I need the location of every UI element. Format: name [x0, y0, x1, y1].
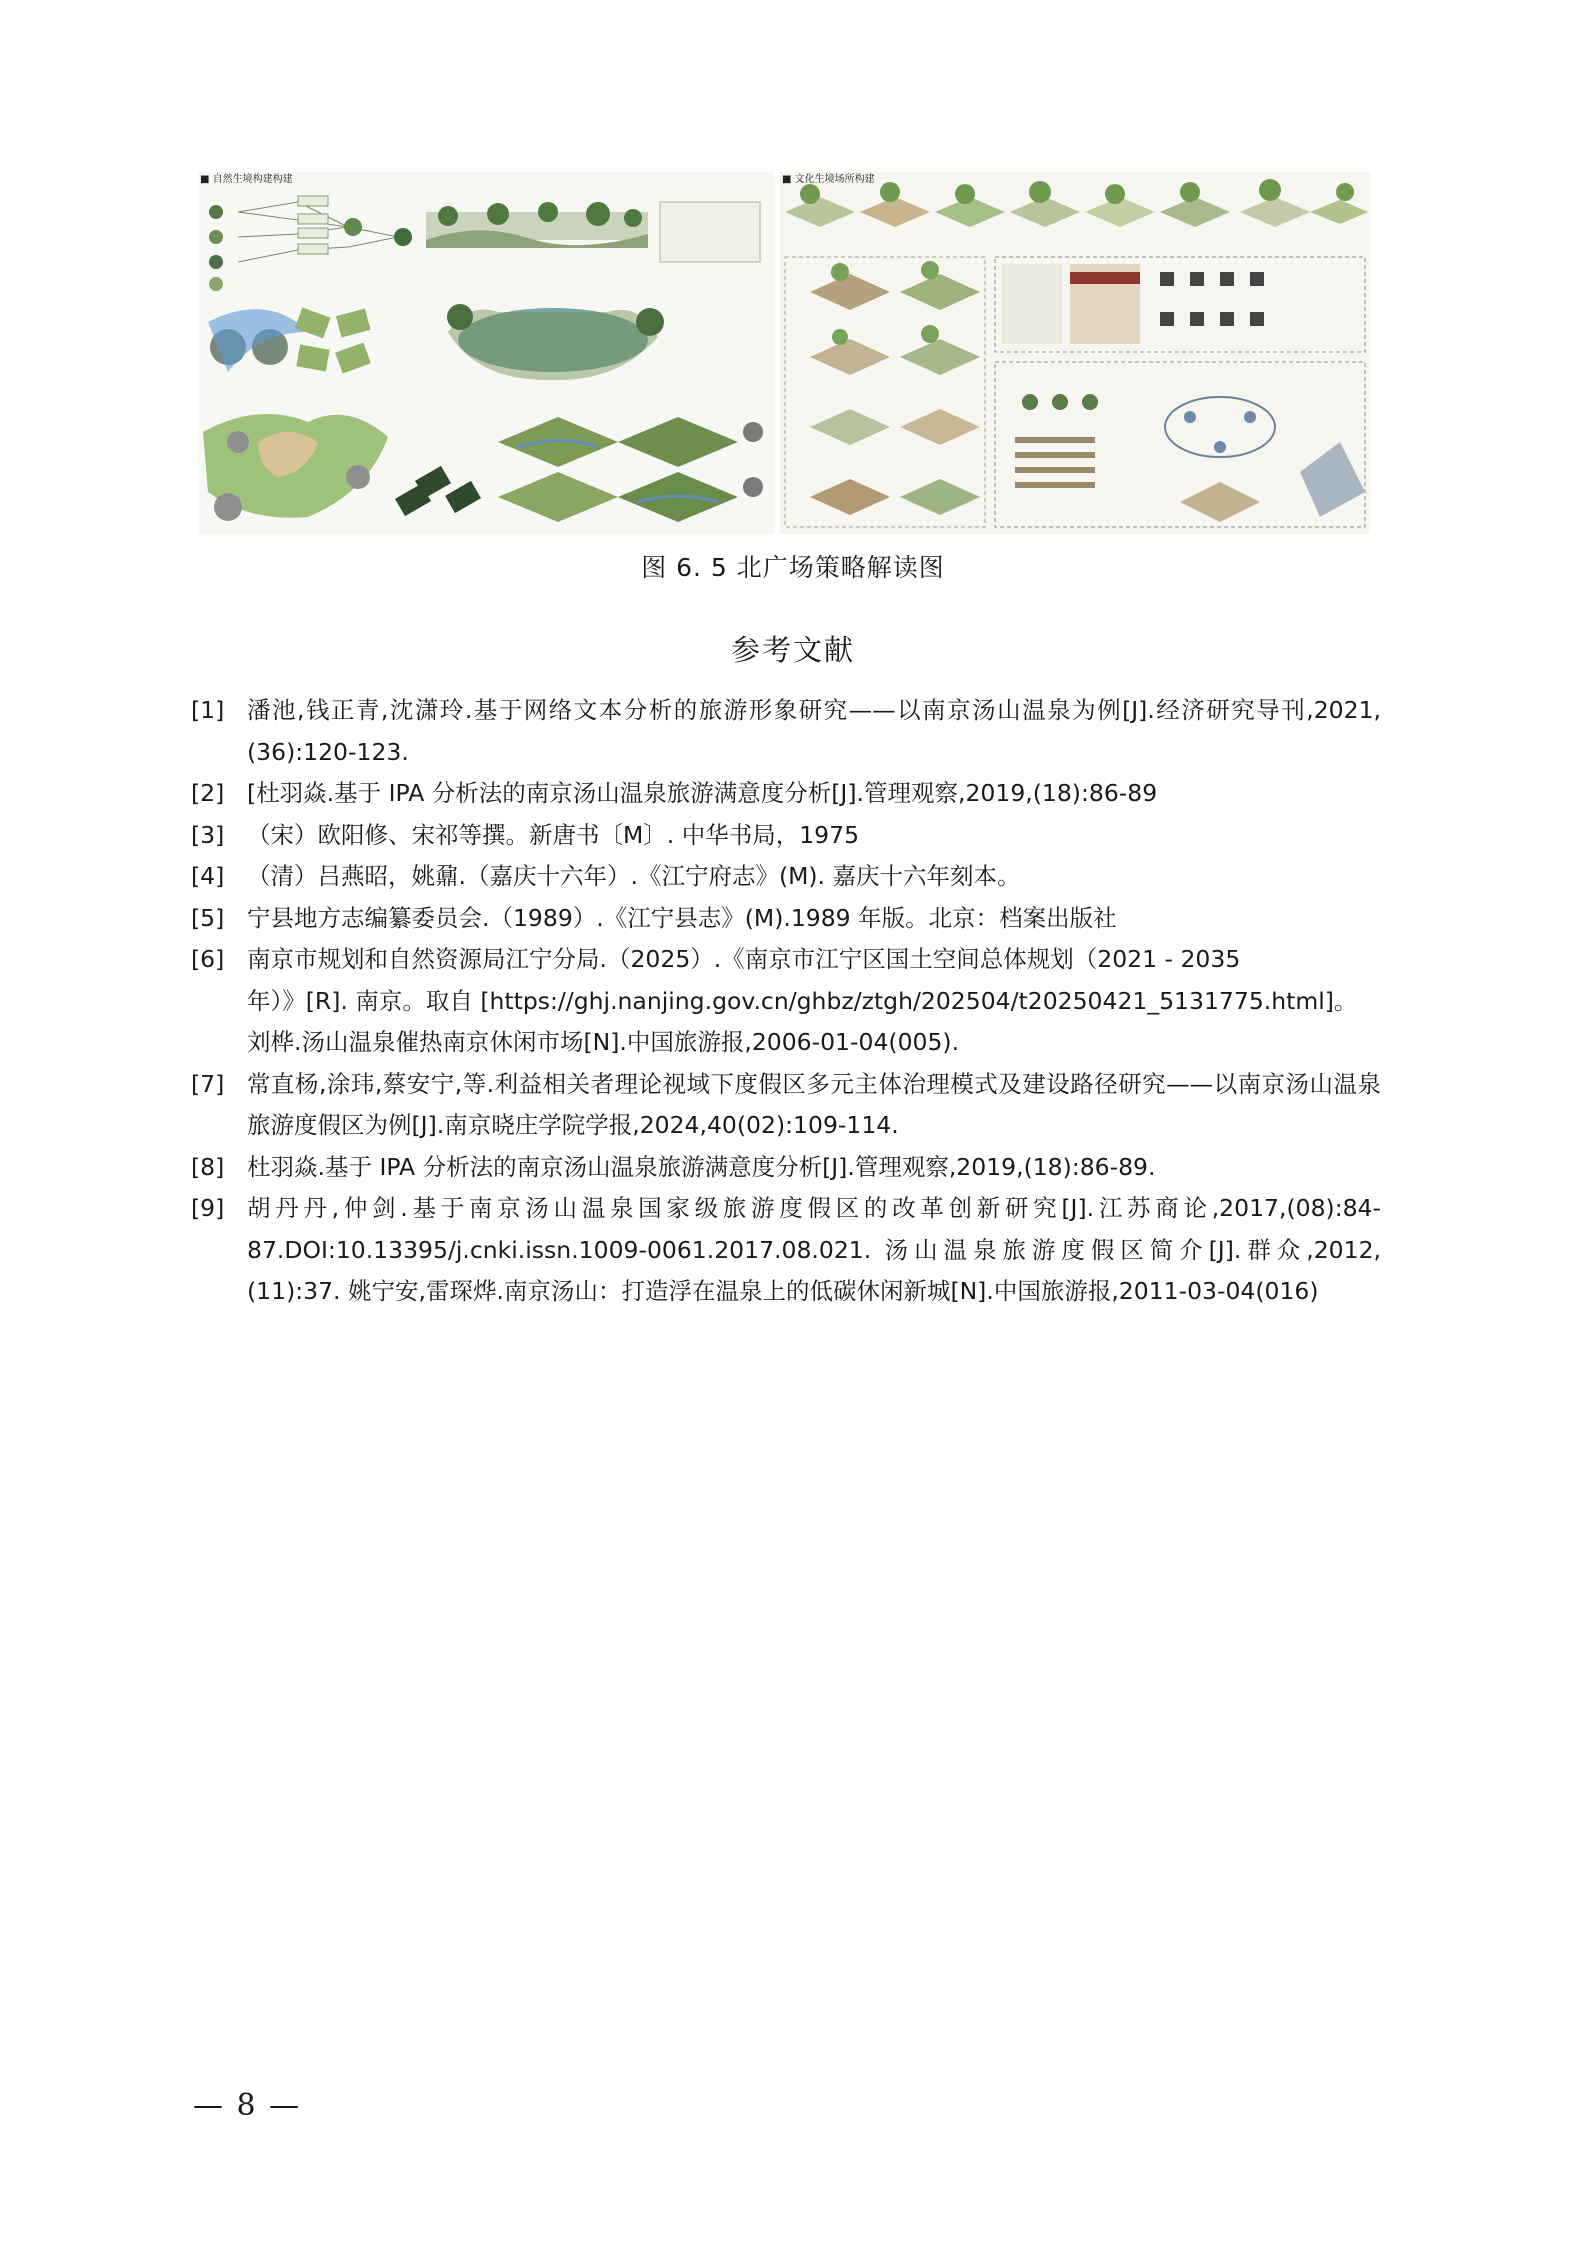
reference-text: [杜羽焱.基于 IPA 分析法的南京汤山温泉旅游满意度分析[J].管理观察,2019,(18):86-89	[247, 779, 1158, 807]
reference-text: 杜羽焱.基于 IPA 分析法的南京汤山温泉旅游满意度分析[J].管理观察,2019,(18):86-89.	[247, 1152, 1156, 1181]
cultural-panel-title: ■ 文化生境场所构建	[782, 174, 875, 185]
reference-number: [9]	[191, 1194, 225, 1222]
strategy-figure	[198, 172, 1370, 534]
reference-item	[191, 815, 1381, 857]
reference-line: 年）》[R]. 南京。取自 [https://ghj.nanjing.gov.cn/ghbz/ztgh/202504/t20250421_5131775.html]。	[247, 986, 1358, 1015]
reference-number: [3]	[191, 820, 225, 849]
reference-item	[191, 773, 1381, 815]
reference-item	[191, 1147, 1381, 1189]
reference-number: [4]	[191, 862, 225, 890]
reference-text: 常直杨,涂玮,蔡安宁,等.利益相关者理论视域下度假区多元主体治理模式及建设路径研究——以南京汤山温泉旅游度假区为例[J].南京晓庄学院学报,2024,40(02):109-114.	[247, 1069, 1381, 1139]
figure-caption: 图 6. 5 北广场策略解读图	[641, 553, 945, 582]
reference-item	[191, 939, 1381, 1064]
reference-number: [2]	[191, 779, 225, 807]
cultural-habitat-panel	[780, 172, 1370, 534]
natural-panel-title: ■ 自然生境构建构建	[200, 174, 293, 185]
reference-text: 潘池,钱正青,沈潇玲.基于网络文本分析的旅游形象研究——以南京汤山温泉为例[J].经济研究导刊,2021,(36):120-123.	[247, 696, 1381, 766]
reference-item	[191, 1064, 1381, 1147]
reference-item	[191, 898, 1381, 940]
references-heading: 参考文献	[730, 633, 855, 667]
reference-line: 刘桦.汤山温泉催热南京休闲市场[N].中国旅游报,2006-01-04(005).	[247, 1028, 960, 1056]
reference-text	[247, 939, 1381, 1064]
reference-number: [5]	[191, 903, 225, 932]
cultural-habitat-illustration	[780, 172, 1370, 534]
reference-number: [6]	[191, 945, 225, 973]
reference-item	[191, 856, 1381, 898]
reference-line: 南京市规划和自然资源局江宁分局.（2025）.《南京市江宁区国土空间总体规划（2021 - 2035	[247, 945, 1241, 973]
reference-number: [1]	[191, 696, 225, 724]
natural-habitat-illustration	[198, 172, 774, 534]
references-list	[191, 690, 1381, 1313]
reference-number: [8]	[191, 1152, 225, 1181]
reference-text: 宁县地方志编纂委员会.（1989）.《江宁县志》(M).1989 年版。北京：档案出版社	[247, 903, 1117, 932]
natural-habitat-panel	[198, 172, 774, 534]
reference-text: 胡丹丹,仲剑.基于南京汤山温泉国家级旅游度假区的改革创新研究[J].江苏商论,2017,(08):84-87.DOI:10.13395/j.cnki.issn.1009-0061.2017.08.021. 汤山温泉旅游度假区简介[J].群众,2012,(11):37. 姚宁安,雷琛烨.南京汤山：打造浮在温泉上的低碳休闲新城[N].中国旅游报,2011-03-04(016)	[247, 1194, 1381, 1305]
reference-number: [7]	[191, 1069, 225, 1098]
reference-item	[191, 690, 1381, 773]
reference-text: （宋）欧阳修、宋祁等撰。新唐书〔M〕. 中华书局，1975	[247, 820, 860, 849]
reference-text: （清）吕燕昭，姚鼐.（嘉庆十六年）.《江宁府志》(M). 嘉庆十六年刻本。	[247, 862, 1021, 890]
page-number: — 8 —	[193, 2088, 302, 2123]
reference-item	[191, 1188, 1381, 1313]
